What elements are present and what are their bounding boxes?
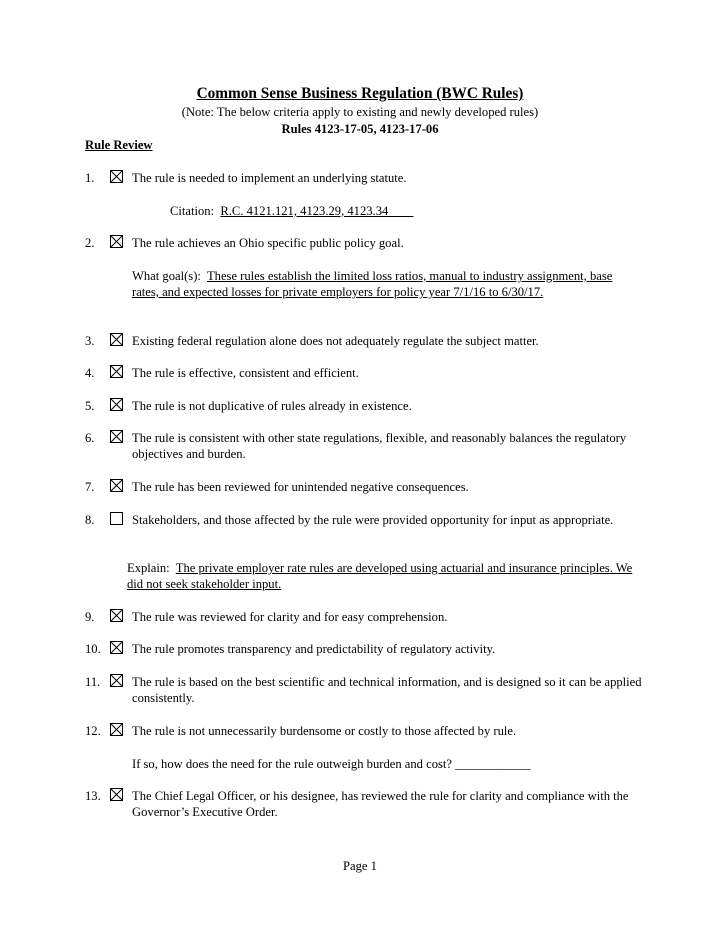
checkbox-checked-icon[interactable] xyxy=(110,333,123,346)
checkbox-empty-icon[interactable] xyxy=(110,512,123,525)
checkbox-checked-icon[interactable] xyxy=(110,723,123,736)
goal-value: These rules establish the limited loss ratios, manual to industry assignment, base rates, and expected losses for private employers for policy year 7/1/16 to 6/30/17. xyxy=(132,269,613,299)
checkbox-checked-icon[interactable] xyxy=(110,788,123,801)
goal-row xyxy=(132,268,642,300)
burden-question: If so, how does the need for the rule outweigh burden and cost? ____________ xyxy=(132,757,531,771)
item-number: 10. xyxy=(85,642,101,656)
explain-label: Explain: xyxy=(127,561,170,575)
item-text: The rule was reviewed for clarity and for easy comprehension. xyxy=(132,610,448,624)
item-number: 1. xyxy=(85,171,95,185)
section-heading: Rule Review xyxy=(85,138,153,152)
citation-label: Citation: xyxy=(170,204,215,218)
checkbox-checked-icon[interactable] xyxy=(110,479,123,492)
item-text: The rule is not duplicative of rules already in existence. xyxy=(132,399,412,413)
item-text: The rule is consistent with other state regulations, flexible, and reasonably balances the regulatory objectives and burden. xyxy=(132,431,627,461)
item-number: 3. xyxy=(85,334,95,348)
page-title: Common Sense Business Regulation (BWC Rules) xyxy=(196,85,524,102)
item-text: The rule promotes transparency and predictability of regulatory activity. xyxy=(132,642,496,656)
checkbox-checked-icon[interactable] xyxy=(110,674,123,687)
item-number: 7. xyxy=(85,480,95,494)
checkbox-checked-icon[interactable] xyxy=(110,430,123,443)
citation-value: R.C. 4121.121, 4123.29, 4123.34 xyxy=(220,204,414,218)
item-number: 12. xyxy=(85,724,101,738)
explain-row xyxy=(127,560,642,592)
item-number: 8. xyxy=(85,513,95,527)
item-number: 9. xyxy=(85,610,95,624)
page-number: Page 1 xyxy=(343,859,377,873)
checkbox-checked-icon[interactable] xyxy=(110,609,123,622)
item-text: The Chief Legal Officer, or his designee, has reviewed the rule for clarity and compliance with the Governor’s Executive Order. xyxy=(132,789,629,819)
goal-label: What goal(s): xyxy=(132,269,201,283)
item-number: 6. xyxy=(85,431,95,445)
checkbox-checked-icon[interactable] xyxy=(110,398,123,411)
citation-row xyxy=(170,203,414,219)
item-text: Existing federal regulation alone does not adequately regulate the subject matter. xyxy=(132,334,539,348)
item-number: 5. xyxy=(85,399,95,413)
item-text: The rule is based on the best scientific and technical information, and is designed so it can be applied consistently. xyxy=(132,675,642,705)
item-number: 13. xyxy=(85,789,101,803)
item-text: The rule has been reviewed for unintended negative consequences. xyxy=(132,480,469,494)
page-subtitle: (Note: The below criteria apply to existing and newly developed rules) xyxy=(181,105,539,119)
rules-heading: Rules 4123-17-05, 4123-17-06 xyxy=(281,122,439,136)
explain-value: The private employer rate rules are developed using actuarial and insurance principles. We did not seek stakeholder input. xyxy=(127,561,633,591)
item-text: The rule is effective, consistent and efficient. xyxy=(132,366,359,380)
checkbox-checked-icon[interactable] xyxy=(110,641,123,654)
checkbox-checked-icon[interactable] xyxy=(110,365,123,378)
item-number: 11. xyxy=(85,675,101,689)
checkbox-checked-icon[interactable] xyxy=(110,235,123,248)
item-text: The rule achieves an Ohio specific public policy goal. xyxy=(132,236,404,250)
item-text: The rule is not unnecessarily burdensome or costly to those affected by rule. xyxy=(132,724,517,738)
checkbox-checked-icon[interactable] xyxy=(110,170,123,183)
item-text: The rule is needed to implement an underlying statute. xyxy=(132,171,407,185)
item-number: 4. xyxy=(85,366,95,380)
item-text: Stakeholders, and those affected by the rule were provided opportunity for input as appropriate. xyxy=(132,513,614,527)
item-number: 2. xyxy=(85,236,95,250)
